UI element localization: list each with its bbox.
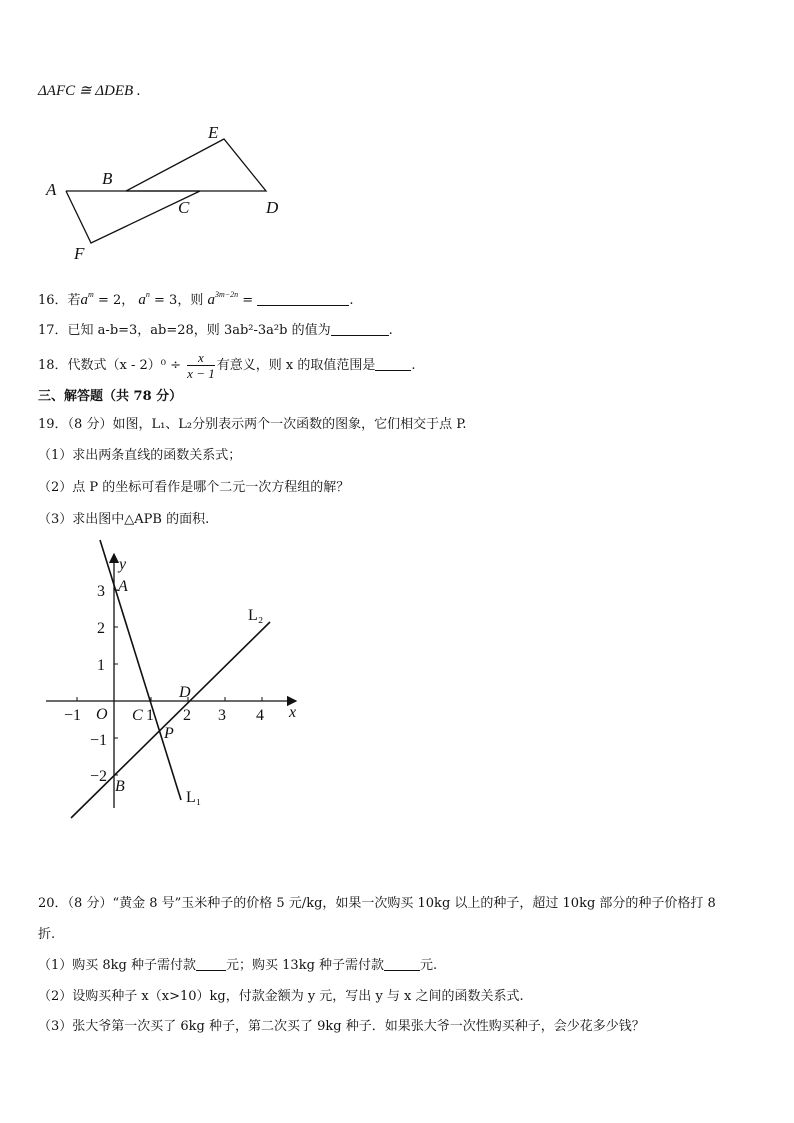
q16-base-3: a: [207, 292, 215, 308]
question-20-part-1: [38, 958, 437, 974]
y-axis-label: y: [119, 556, 127, 573]
y-tick--2: −2: [90, 768, 108, 785]
point-d-label: D: [266, 198, 279, 217]
point-b-label: B: [115, 778, 125, 795]
line-l1: [100, 540, 181, 800]
question-19-part-3: （3）求出图中△APB 的面积.: [38, 512, 210, 527]
point-c-label: C: [132, 707, 143, 724]
q18-suffix: 有意义，则 x 的取值范围是: [216, 358, 376, 373]
question-20-part-2: （2）设购买种子 x（x>10）kg，付款金额为 y 元，写出 y 与 x 之间的函数关系式.: [38, 989, 524, 1004]
question-20-stem-2: 折.: [38, 927, 56, 942]
q16-end: .: [349, 293, 354, 308]
y-tick--1: −1: [90, 732, 108, 749]
congruence-statement: [38, 83, 141, 100]
figure-triangles: [38, 118, 298, 268]
point-p-label: P: [164, 725, 174, 742]
q20-p1-b: 元；购买 13kg 种子需付款: [226, 958, 385, 973]
question-20-part-3: （3）张大爷第一次买了 6kg 种子，第二次买了 9kg 种子．如果张大爷一次性购买种子，会少花多少钱？: [38, 1019, 645, 1034]
q18-fraction: [187, 351, 215, 381]
q18-numerator: x: [187, 351, 215, 366]
q18-answer-blank[interactable]: [375, 358, 411, 371]
q17-end: .: [388, 323, 393, 338]
q17-text: 17．已知 a-b=3，ab=28，则 3ab²-3a²b 的值为: [38, 323, 331, 338]
q16-exp-m: m: [88, 290, 94, 299]
y-tick-2: 2: [97, 620, 105, 637]
question-17: [38, 323, 393, 339]
q16-equals: =: [238, 293, 258, 308]
x-tick-3: 3: [218, 707, 226, 724]
q16-prefix: 16．若: [38, 293, 81, 308]
y-tick-1: 1: [97, 657, 105, 674]
x-axis-label: x: [289, 704, 297, 721]
q17-answer-blank[interactable]: [331, 323, 389, 336]
x-tick-4: 4: [256, 707, 264, 724]
point-c-label: C: [178, 198, 190, 217]
q20-answer-blank-1[interactable]: [196, 958, 226, 971]
q16-answer-blank[interactable]: [257, 293, 349, 306]
point-b-label: B: [102, 169, 113, 188]
q16-exp-3m2n: 3m−2n: [214, 290, 239, 299]
point-a-label: A: [46, 180, 57, 199]
point-e-label: E: [208, 123, 219, 142]
point-d-label: D: [179, 684, 191, 701]
question-19-stem: 19．（8 分）如图，L₁、L₂分别表示两个一次函数的图象，它们相交于点 P.: [38, 417, 467, 432]
line-l2-label: L₂: [248, 607, 264, 624]
q16-eq-2: = 3，则: [149, 293, 208, 308]
question-19-part-1: （1）求出两条直线的函数关系式；: [38, 448, 242, 463]
q20-p1-a: （1）购买 8kg 种子需付款: [38, 958, 197, 973]
q20-answer-blank-2[interactable]: [384, 958, 420, 971]
q20-p1-c: 元.: [420, 958, 438, 973]
q16-exp-n: n: [145, 290, 150, 299]
triangle-deb: [126, 139, 266, 191]
origin-label: O: [96, 706, 108, 723]
q16-base-1: a: [80, 292, 89, 308]
x-tick-1: 1: [146, 707, 154, 724]
question-18: [38, 348, 415, 384]
section-3-title: 三、解答题（共 78 分）: [38, 389, 183, 404]
point-f-label: F: [74, 244, 85, 263]
congruence-text: ΔAFC ≅ ΔDEB .: [38, 83, 141, 99]
q16-eq-1: = 2，: [93, 293, 139, 308]
coordinate-graph: [40, 538, 310, 823]
question-16: [38, 287, 353, 309]
q18-prefix: 18．代数式（x - 2）⁰ ÷: [38, 358, 186, 373]
question-20-stem-1: 20．（8 分）“黄金 8 号”玉米种子的价格 5 元/kg，如果一次购买 10kg 以上的种子，超过 10kg 部分的种子价格打 8: [38, 896, 716, 911]
question-19-part-2: （2）点 P 的坐标可看作是哪个二元一次方程组的解？: [38, 480, 350, 495]
point-a-label: A: [118, 578, 128, 595]
q16-base-2: a: [138, 292, 146, 308]
y-tick-3: 3: [97, 583, 105, 600]
x-tick--1: −1: [64, 707, 82, 724]
line-l1-label: L₁: [186, 789, 202, 806]
q18-end: .: [411, 358, 416, 373]
q18-denominator: x − 1: [187, 365, 215, 381]
x-tick-2: 2: [183, 707, 191, 724]
